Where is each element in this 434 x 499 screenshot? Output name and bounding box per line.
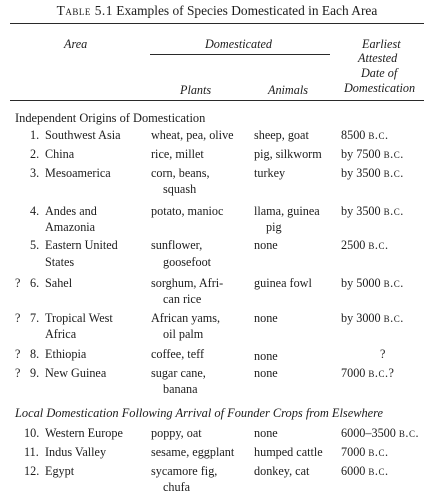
row-animals-cont: pig (266, 220, 282, 234)
uncertain-mark: ? (15, 276, 21, 290)
row-date: by 3000 b.c. (341, 311, 404, 325)
header-bottom-rule (10, 100, 424, 101)
header-domesticated: Domesticated (205, 37, 273, 51)
row-area: Andes and (45, 204, 97, 218)
row-num: 10. (24, 426, 40, 440)
row-area: Tropical West (45, 311, 113, 325)
row-date: 6000 b.c. (341, 464, 389, 478)
row-area: Ethiopia (45, 347, 87, 361)
row-num: 1. (30, 128, 40, 142)
header-date-2: Attested (358, 51, 398, 65)
row-num: 12. (24, 464, 40, 478)
row-num: 9. (30, 366, 40, 380)
row-plants-cont: chufa (163, 480, 191, 494)
row-date: 8500 b.c. (341, 128, 389, 142)
row-plants: wheat, pea, olive (151, 128, 234, 142)
row-plants-cont: goosefoot (163, 255, 212, 269)
row-num: 8. (30, 347, 40, 361)
row-area-cont: Amazonia (45, 220, 96, 234)
row-animals: sheep, goat (254, 128, 309, 142)
row-plants: poppy, oat (151, 426, 202, 440)
row-date: 7000 b.c. (341, 445, 389, 459)
row-date: by 3500 b.c. (341, 166, 404, 180)
row-date: 7000 b.c.? (341, 366, 395, 380)
row-animals: humped cattle (254, 445, 323, 459)
row-area: Egypt (45, 464, 75, 478)
row-plants-cont: can rice (163, 292, 202, 306)
row-date: by 5000 b.c. (341, 276, 404, 290)
row-animals: turkey (254, 166, 286, 180)
row-animals: llama, guinea (254, 204, 320, 218)
row-num: 3. (30, 166, 40, 180)
row-plants: corn, beans, (151, 166, 210, 180)
table-number: Table 5.1 (56, 3, 113, 18)
header-animals: Animals (268, 83, 308, 97)
uncertain-mark: ? (15, 311, 21, 325)
row-plants: African yams, (151, 311, 221, 325)
row-area: Southwest Asia (45, 128, 121, 142)
row-area: Sahel (45, 276, 73, 290)
header-date-1: Earliest (362, 37, 401, 51)
header-date-4: Domestication (344, 81, 416, 95)
row-animals: none (254, 426, 278, 440)
row-area: Mesoamerica (45, 166, 111, 180)
table-caption: Examples of Species Domesticated in Each Area (116, 3, 378, 18)
header-plants: Plants (180, 83, 212, 97)
section-local-domestication: Local Domestication Following Arrival of Founder Crops from Elsewhere (15, 406, 384, 420)
row-area: Indus Valley (45, 445, 107, 459)
row-animals: none (254, 366, 278, 380)
table-title (0, 3, 434, 19)
row-animals: none (254, 349, 278, 363)
row-area: Eastern United (45, 238, 118, 252)
row-plants: sycamore fig, (151, 464, 218, 478)
header-area: Area (64, 37, 88, 51)
uncertain-mark: ? (15, 347, 21, 361)
row-date: 2500 b.c. (341, 238, 389, 252)
row-area: New Guinea (45, 366, 107, 380)
row-animals: donkey, cat (254, 464, 310, 478)
row-area-cont: States (45, 255, 75, 269)
top-rule (10, 23, 424, 24)
row-num: 7. (30, 311, 40, 325)
row-plants-cont: squash (163, 182, 197, 196)
row-plants-cont: banana (163, 382, 198, 396)
row-date: by 7500 b.c. (341, 147, 404, 161)
row-plants: potato, manioc (151, 204, 224, 218)
row-plants-cont: oil palm (163, 327, 204, 341)
row-animals: guinea fowl (254, 276, 312, 290)
row-area: China (45, 147, 75, 161)
uncertain-mark: ? (15, 366, 21, 380)
row-plants: sesame, eggplant (151, 445, 235, 459)
row-plants: sunflower, (151, 238, 203, 252)
row-date: by 3500 b.c. (341, 204, 404, 218)
row-plants: coffee, teff (151, 347, 205, 361)
row-animals: none (254, 311, 278, 325)
row-plants: rice, millet (151, 147, 204, 161)
row-num: 2. (30, 147, 40, 161)
row-plants: sugar cane, (151, 366, 206, 380)
header-date-3: Date of (361, 66, 398, 80)
row-num: 4. (30, 204, 40, 218)
section-independent-origins: Independent Origins of Domestication (15, 111, 206, 125)
row-date: ? (380, 347, 386, 361)
row-area: Western Europe (45, 426, 123, 440)
row-animals: none (254, 238, 278, 252)
row-date: 6000–3500 b.c. (341, 426, 419, 440)
row-plants: sorghum, Afri- (151, 276, 224, 290)
row-num: 5. (30, 238, 40, 252)
row-area-cont: Africa (45, 327, 77, 341)
row-animals: pig, silkworm (254, 147, 322, 161)
row-num: 6. (30, 276, 40, 290)
domesticated-rule (150, 54, 330, 55)
row-num: 11. (24, 445, 39, 459)
